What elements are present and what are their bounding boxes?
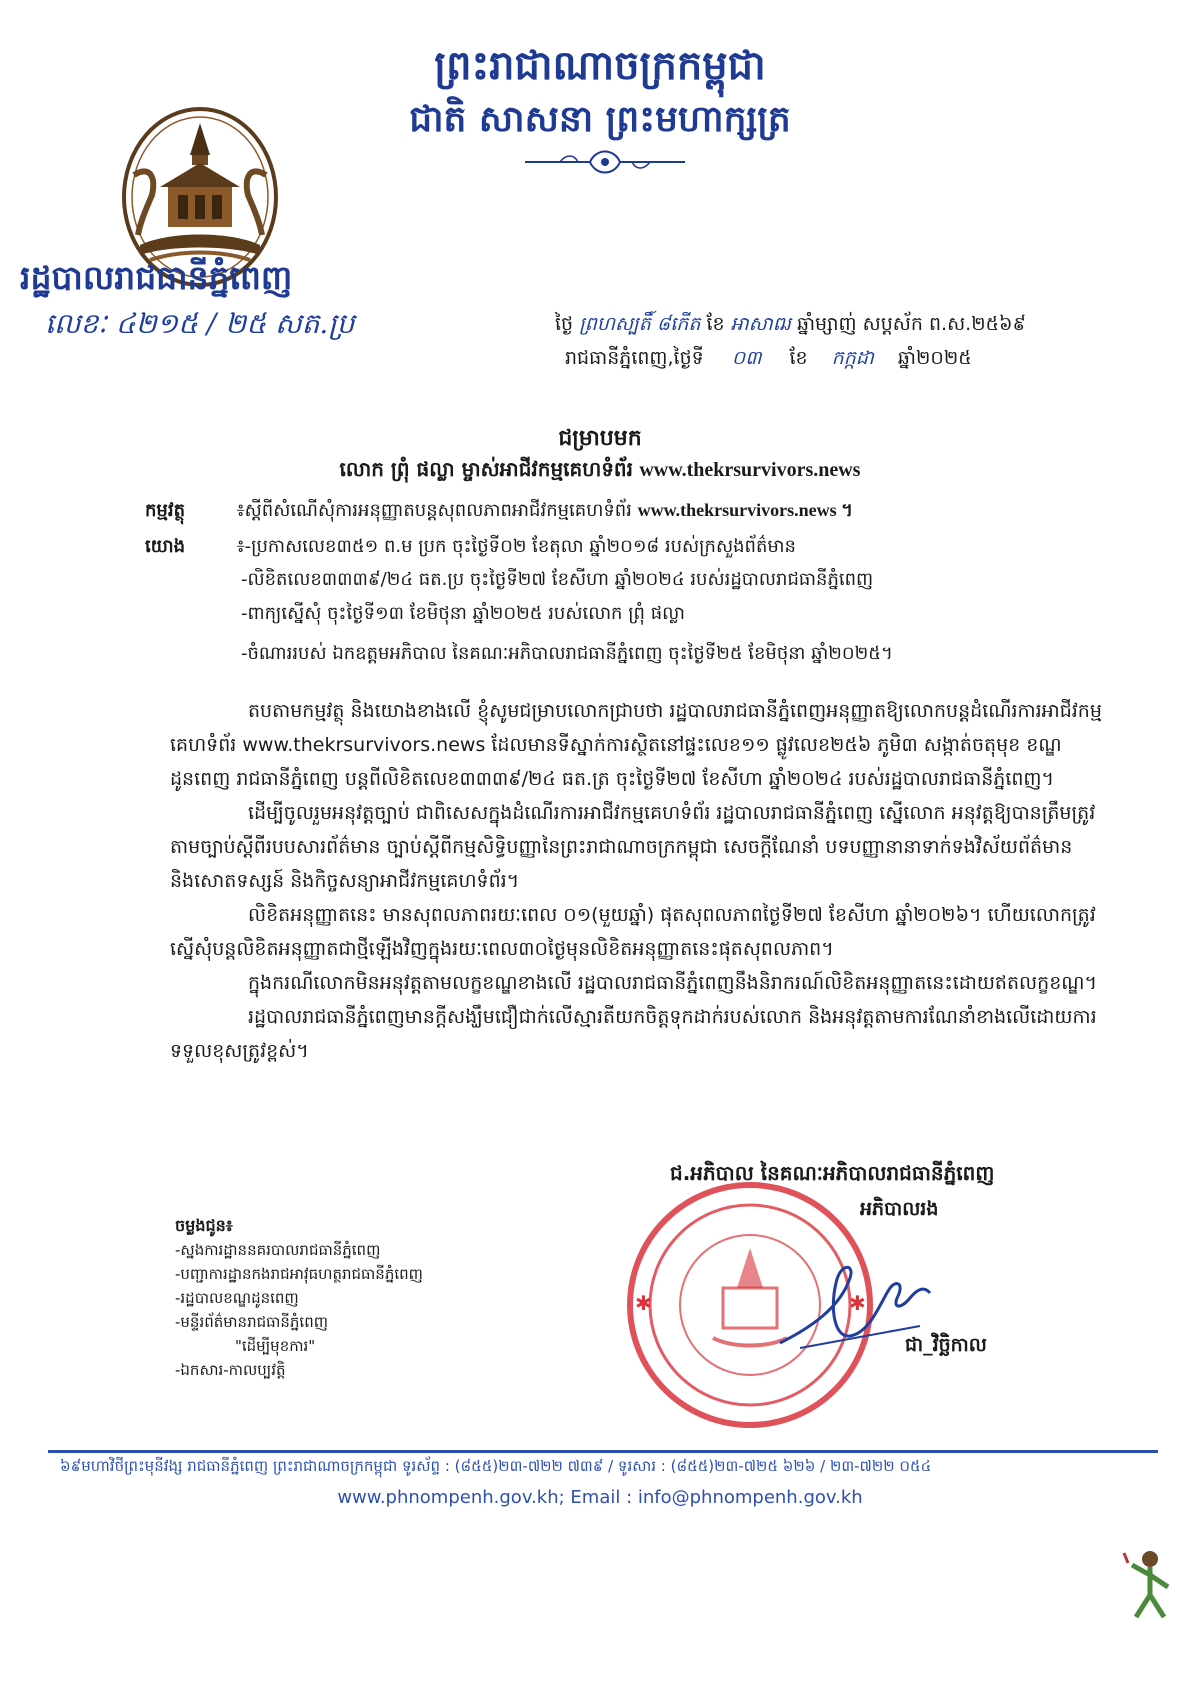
- addressee-site: www.thekrsurvivors.news: [639, 459, 861, 481]
- reference-item: -ពាក្យស្នើសុំ ចុះថ្ងៃទី១៣ ខែមិថុនា ឆ្នាំ២០២៥ របស់លោក ព្រុំ ផល្លា: [241, 603, 685, 624]
- body-paragraph: ដើម្បីចូលរួមអនុវត្តច្បាប់ ជាពិសេសក្នុងដំណើរការអាជីវកម្មគេហទំព័រ រដ្ឋបាលរាជធានីភ្នំពេញ ស្នើលោក អនុវត្តឱ្យបានត្រឹមត្រូវតាមច្បាប់ស្តីពីរបបសារព័ត៌មាន ច្បាប់ស្តីពីកម្មសិទ្ធិបញ្ញានៃព្រះរាជាណាចក្រកម្ពុជា សេចក្តីណែនាំ បទបញ្ញានានាទាក់ទងវិស័យព័ត៌មាន និងសោតទស្សន៍ និងកិច្ចសន្យាអាជីវកម្មគេហទំព័រ។: [170, 802, 1096, 892]
- footer-address: ៦៩មហាវិថីព្រះមុនីវង្ស រាជធានីភ្នំពេញ ព្រះរាជាណាចក្រកម្ពុជា ទូរស័ព្ទ : (៨៥៥)២៣-៧២២ ៧៣៩ / ទូរសារ : (៨៥៥)២៣-៧២៥ ៦២៦ / ២៣-៧២២ ០៥៤: [60, 1457, 932, 1475]
- signatory-role: អភិបាលរង: [860, 1198, 939, 1220]
- lunar-day-prefix: ថ្ងៃ: [555, 313, 574, 335]
- signatory-title: ជ.អភិបាល នៃគណៈអភិបាលរាជធានីភ្នំពេញ: [670, 1161, 995, 1185]
- reference-item: -ចំណាររបស់ ឯកឧត្តមអភិបាល នៃគណៈអភិបាលរាជធានីភ្នំពេញ ចុះថ្ងៃទី២៥ ខែមិថុនា ឆ្នាំ២០២៥។: [241, 643, 893, 664]
- kingdom-title: ព្រះរាជាណាចក្រកម្ពុជា: [434, 43, 766, 89]
- letter-body: [170, 694, 1120, 1068]
- cc-item: -បញ្ជាការដ្ឋានកងរាជអាវុធហត្ថរាជធានីភ្នំពេញ: [175, 1265, 423, 1283]
- lunar-month-label: ខែ: [706, 313, 725, 335]
- nation-motto: ជាតិ សាសនា ព្រះមហាក្សត្រ: [409, 99, 791, 140]
- reference-row-1: [145, 534, 796, 561]
- recipient-heading: ជម្រាបមក: [558, 426, 642, 451]
- cc-item: "ដើម្បីមុខការ": [235, 1337, 316, 1355]
- reference-label: យោង: [145, 536, 185, 557]
- mascot-logo-icon: [1120, 1545, 1180, 1625]
- date-month: កក្កដា: [831, 347, 874, 369]
- svg-text:✱: ✱: [849, 1291, 866, 1315]
- date-year: ឆ្នាំ២០២៥: [897, 347, 972, 369]
- gregorian-date-line: [565, 346, 972, 374]
- subject-row: [145, 498, 853, 525]
- cc-item: -ស្នងការដ្ឋាននគរបាលរាជធានីភ្នំពេញ: [175, 1241, 381, 1259]
- signatory-name: ជា_វិច្ឆិកាល: [905, 1334, 987, 1356]
- subject-label: កម្មវត្ថុ: [145, 500, 185, 521]
- lunar-year: ឆ្នាំម្សាញ់ សប្តស័ក ព.ស.២៥៦៩: [796, 313, 1026, 335]
- cc-item: -រដ្ឋបាលខណ្ឌដូនពេញ: [175, 1289, 299, 1307]
- addressee: [0, 456, 1200, 486]
- body-paragraph: តបតាមកម្មវត្ថុ និងយោងខាងលើ ខ្ញុំសូមជម្រាបលោកជ្រាបថា រដ្ឋបាលរាជធានីភ្នំពេញអនុញ្ញាតឱ្យលោកបន្តដំណើរការអាជីវកម្មគេហទំព័រ www.thekrsurvivors.news ដែលមានទីស្នាក់ការស្ថិតនៅផ្ទះលេខ១១ ផ្លូវលេខ២៥៦ ភូមិ៣ សង្កាត់ចតុមុខ ខណ្ឌដូនពេញ រាជធានីភ្នំពេញ បន្តពីលិខិតលេខ៣៣៣៩/២៤ ធត.ត្រ ចុះថ្ងៃទី២៧ ខែសីហា ឆ្នាំ២០២៤ របស់រដ្ឋបាលរាជធានីភ្នំពេញ។: [170, 700, 1102, 790]
- cc-list: [175, 1238, 423, 1382]
- cc-heading: ចម្លងជូន៖: [175, 1216, 233, 1235]
- body-paragraph: រដ្ឋបាលរាជធានីភ្នំពេញមានក្តីសង្ឃឹមជឿជាក់លើស្មារតីយកចិត្តទុកដាក់របស់លោក និងអនុវត្តតាមការណែនាំខាងលើដោយការទទួលខុសត្រូវខ្ពស់។: [170, 1006, 1097, 1062]
- addressee-name: លោក ព្រុំ ផល្លា ម្ចាស់អាជីវកម្មគេហទំព័រ: [339, 457, 633, 481]
- lunar-day-filled: ព្រហស្បតិ៍ ៨កើត: [579, 313, 701, 335]
- lunar-month-filled: អាសាឍ: [730, 313, 791, 335]
- cc-item: -ឯកសារ-កាលប្បវត្តិ: [175, 1361, 286, 1379]
- issuer-name: រដ្ឋបាលរាជធានីភ្នំពេញ: [20, 258, 293, 297]
- reference-item: -លិខិតលេខ៣៣៣៩/២៤ ធត.ប្រ ចុះថ្ងៃទី២៧ ខែសីហា ឆ្នាំ២០២៤ របស់រដ្ឋបាលរាជធានីភ្នំពេញ: [241, 569, 874, 590]
- cc-item: -មន្ទីរព័ត៌មានរាជធានីភ្នំពេញ: [175, 1313, 328, 1331]
- body-paragraph: ក្នុងករណីលោកមិនអនុវត្តតាមលក្ខខណ្ឌខាងលើ រដ្ឋបាលរាជធានីភ្នំពេញនឹងនិរាករណ៍លិខិតអនុញ្ញាតនេះដោយឥតលក្ខខណ្ឌ។: [248, 972, 1097, 994]
- body-paragraph: លិខិតអនុញ្ញាតនេះ មានសុពលភាពរយៈពេល ០១(មួយឆ្នាំ) ផុតសុពលភាពថ្ងៃទី២៧ ខែសីហា ឆ្នាំ២០២៦។ ហើយលោកត្រូវស្នើសុំបន្តលិខិតអនុញ្ញាតជាថ្មីឡើងវិញក្នុងរយៈពេល៣០ថ្ងៃមុនលិខិតអនុញ្ញាតនេះផុតសុពលភាព។: [170, 904, 1096, 960]
- date-month-label: ខែ: [789, 347, 808, 369]
- lunar-date-line: [555, 312, 1026, 340]
- date-day: ០៣: [731, 347, 762, 369]
- svg-text:✱: ✱: [635, 1291, 652, 1315]
- ornament-divider-icon: [520, 140, 690, 184]
- city-day-label: រាជធានីភ្នំពេញ,ថ្ងៃទី: [565, 347, 704, 369]
- footer-divider: [48, 1450, 1158, 1453]
- reference-item: ៖-ប្រកាសលេខ៣៥១ ព.ម ប្រក ចុះថ្ងៃទី០២ ខែតុលា ឆ្នាំ២០១៨ របស់ក្រសួងព័ត៌មាន: [236, 536, 796, 557]
- subject-text: ៖ស្តីពីសំណើសុំការអនុញ្ញាតបន្តសុពលភាពអាជីវកម្មគេហទំព័រ: [236, 500, 632, 521]
- subject-site: www.thekrsurvivors.news ។: [637, 500, 853, 520]
- reference-number: លេខៈ ៤២១៥ / ២៥ សត.ប្រ: [45, 307, 355, 340]
- footer-website: www.phnompenh.gov.kh; Email : info@phnompenh.gov.kh: [337, 1487, 863, 1508]
